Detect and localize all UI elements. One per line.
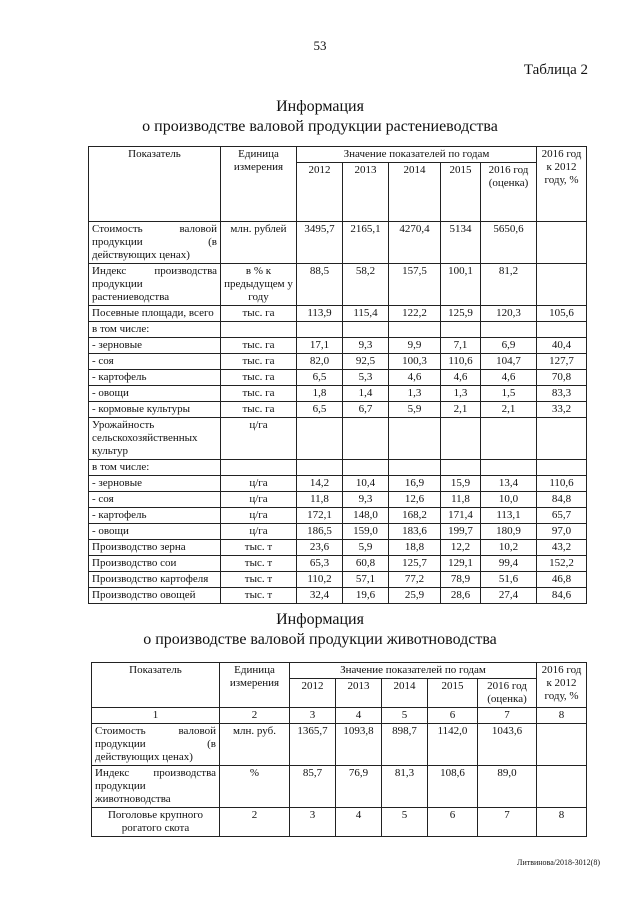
row-unit: ц/га: [221, 508, 297, 524]
row-value: 115,4: [343, 306, 389, 322]
table-row: [89, 556, 587, 572]
row-value: 100,3: [389, 354, 441, 370]
row-value: 104,7: [481, 354, 537, 370]
row-value: 76,9: [336, 766, 382, 808]
row-value: [537, 322, 587, 338]
page-number: 53: [313, 38, 327, 53]
row-value: [537, 264, 587, 306]
crop-production-table: [88, 146, 587, 604]
row-value: 40,4: [537, 338, 587, 354]
column-number: 5: [382, 708, 428, 724]
row-value: 4: [336, 808, 382, 837]
row-value: 65,3: [297, 556, 343, 572]
table-row: [89, 322, 587, 338]
row-value: 6,9: [481, 338, 537, 354]
row-label: - соя: [89, 492, 221, 508]
header-year: 2015: [428, 679, 478, 708]
table-row: [89, 508, 587, 524]
row-value: 10,0: [481, 492, 537, 508]
row-value: 9,3: [343, 492, 389, 508]
row-label: Индекс производства продукции животноводства: [92, 766, 220, 808]
header-indicator: Показатель: [92, 663, 220, 708]
row-value: 12,2: [441, 540, 481, 556]
row-value: 18,8: [389, 540, 441, 556]
column-number: 6: [428, 708, 478, 724]
row-unit: ц/га: [221, 476, 297, 492]
row-value: [389, 322, 441, 338]
row-value: 6: [428, 808, 478, 837]
row-value: 152,2: [537, 556, 587, 572]
row-value: 15,9: [441, 476, 481, 492]
row-unit: ц/га: [221, 418, 297, 460]
table-row: [92, 724, 587, 766]
header-indicator: Показатель: [89, 147, 221, 222]
header-year: 2012: [297, 163, 343, 222]
row-value: 5,9: [389, 402, 441, 418]
title-line-1: Информация: [276, 611, 364, 628]
row-unit: тыс. га: [221, 354, 297, 370]
row-value: [481, 460, 537, 476]
row-value: 81,2: [481, 264, 537, 306]
header-row: [89, 147, 587, 163]
row-value: 3495,7: [297, 222, 343, 264]
table-label: Таблица 2: [523, 62, 588, 78]
table-row: [89, 492, 587, 508]
table-row: [89, 306, 587, 322]
row-value: 17,1: [297, 338, 343, 354]
header-year: 2016 год (оценка): [481, 163, 537, 222]
row-value: 10,4: [343, 476, 389, 492]
row-value: 125,7: [389, 556, 441, 572]
row-value: 199,7: [441, 524, 481, 540]
row-label: Индекс производства продукции растениеводства: [89, 264, 221, 306]
row-value: 11,8: [297, 492, 343, 508]
row-value: 113,9: [297, 306, 343, 322]
table-row: [89, 418, 587, 460]
column-number: 4: [336, 708, 382, 724]
row-value: 1043,6: [478, 724, 537, 766]
row-unit: тыс. га: [221, 306, 297, 322]
row-value: 168,2: [389, 508, 441, 524]
row-value: [537, 460, 587, 476]
row-value: 5650,6: [481, 222, 537, 264]
row-label: в том числе:: [89, 460, 221, 476]
row-value: 110,6: [537, 476, 587, 492]
row-value: [537, 724, 587, 766]
row-value: 65,7: [537, 508, 587, 524]
row-unit: [221, 460, 297, 476]
column-number: 7: [478, 708, 537, 724]
row-value: 148,0: [343, 508, 389, 524]
row-value: 171,4: [441, 508, 481, 524]
row-unit: тыс. га: [221, 338, 297, 354]
row-label: Производство сои: [89, 556, 221, 572]
row-value: [389, 460, 441, 476]
document-footer: Литвинова/2018-3012(8): [517, 858, 600, 867]
table-row: [89, 354, 587, 370]
row-value: 1,3: [441, 386, 481, 402]
row-value: 120,3: [481, 306, 537, 322]
row-value: 6,5: [297, 402, 343, 418]
livestock-table-title: [0, 610, 640, 650]
row-unit: млн. рублей: [221, 222, 297, 264]
row-value: 2,1: [441, 402, 481, 418]
row-value: 1,8: [297, 386, 343, 402]
row-value: [537, 766, 587, 808]
row-value: 84,6: [537, 588, 587, 604]
row-value: 51,6: [481, 572, 537, 588]
row-value: 1142,0: [428, 724, 478, 766]
row-value: [481, 322, 537, 338]
row-value: 1093,8: [336, 724, 382, 766]
column-number: 2: [220, 708, 290, 724]
row-unit: ц/га: [221, 524, 297, 540]
row-value: [297, 460, 343, 476]
row-unit: %: [220, 766, 290, 808]
row-value: 46,8: [537, 572, 587, 588]
row-value: 5: [382, 808, 428, 837]
row-value: 898,7: [382, 724, 428, 766]
row-value: 8: [537, 808, 587, 837]
row-unit: тыс. т: [221, 556, 297, 572]
row-value: 19,6: [343, 588, 389, 604]
table-row: [89, 338, 587, 354]
row-value: [343, 460, 389, 476]
table-row: [89, 572, 587, 588]
row-value: 100,1: [441, 264, 481, 306]
table-row: [89, 524, 587, 540]
table-row: [89, 540, 587, 556]
table-row: [89, 370, 587, 386]
row-value: 77,2: [389, 572, 441, 588]
column-number: 1: [92, 708, 220, 724]
row-value: 1365,7: [290, 724, 336, 766]
crop-table-title: [0, 97, 640, 137]
header-row: [92, 663, 587, 679]
header-year: 2014: [389, 163, 441, 222]
row-value: 81,3: [382, 766, 428, 808]
row-value: [481, 418, 537, 460]
table-row: [89, 264, 587, 306]
column-numbers-row: [92, 708, 587, 724]
header-unit: Единица измерения: [221, 147, 297, 222]
row-label: Посевные площади, всего: [89, 306, 221, 322]
row-value: [297, 322, 343, 338]
header-year: 2013: [343, 163, 389, 222]
row-value: 83,3: [537, 386, 587, 402]
row-value: 84,8: [537, 492, 587, 508]
row-value: 129,1: [441, 556, 481, 572]
row-value: 89,0: [478, 766, 537, 808]
column-number: 8: [537, 708, 587, 724]
row-value: 159,0: [343, 524, 389, 540]
row-value: 110,2: [297, 572, 343, 588]
row-value: 60,8: [343, 556, 389, 572]
row-label: Производство зерна: [89, 540, 221, 556]
row-value: 5,3: [343, 370, 389, 386]
row-unit: тыс. т: [221, 540, 297, 556]
row-value: 85,7: [290, 766, 336, 808]
row-unit: в % к предыдущем у году: [221, 264, 297, 306]
row-label: - зерновые: [89, 338, 221, 354]
row-unit: тыс. га: [221, 402, 297, 418]
row-value: 110,6: [441, 354, 481, 370]
table-row: [92, 808, 587, 837]
livestock-table-body: [92, 708, 587, 837]
row-value: 78,9: [441, 572, 481, 588]
row-value: 172,1: [297, 508, 343, 524]
row-value: 92,5: [343, 354, 389, 370]
row-value: [441, 460, 481, 476]
row-value: 25,9: [389, 588, 441, 604]
header-values-group: Значение показателей по годам: [297, 147, 537, 163]
row-value: 122,2: [389, 306, 441, 322]
row-value: 7: [478, 808, 537, 837]
table-row: [89, 476, 587, 492]
table-row: [89, 588, 587, 604]
row-label: - овощи: [89, 524, 221, 540]
row-label: Производство картофеля: [89, 572, 221, 588]
row-value: 5,9: [343, 540, 389, 556]
header-year: 2014: [382, 679, 428, 708]
row-value: [441, 322, 481, 338]
row-value: 108,6: [428, 766, 478, 808]
row-label: Производство овощей: [89, 588, 221, 604]
row-value: 7,1: [441, 338, 481, 354]
row-value: 57,1: [343, 572, 389, 588]
title-line-2: о производстве валовой продукции растениеводства: [142, 118, 498, 135]
row-label: в том числе:: [89, 322, 221, 338]
row-value: 70,8: [537, 370, 587, 386]
row-value: 5134: [441, 222, 481, 264]
header-year: 2016 год (оценка): [478, 679, 537, 708]
row-value: 97,0: [537, 524, 587, 540]
table-row: [89, 402, 587, 418]
row-value: 32,4: [297, 588, 343, 604]
header-unit: Единица измерения: [220, 663, 290, 708]
row-unit: тыс. га: [221, 386, 297, 402]
row-value: 125,9: [441, 306, 481, 322]
row-value: 1,3: [389, 386, 441, 402]
row-value: [537, 418, 587, 460]
row-value: 1,4: [343, 386, 389, 402]
row-value: 10,2: [481, 540, 537, 556]
title-line-2: о производстве валовой продукции животноводства: [143, 631, 497, 648]
row-value: 6,5: [297, 370, 343, 386]
table-row: [92, 766, 587, 808]
row-value: 99,4: [481, 556, 537, 572]
row-value: 4,6: [441, 370, 481, 386]
row-label: - картофель: [89, 508, 221, 524]
row-value: [389, 418, 441, 460]
title-line-1: Информация: [276, 98, 364, 115]
row-label: Стоимость валовой продукции (в действующих ценах): [89, 222, 221, 264]
row-unit: [221, 322, 297, 338]
row-value: 9,9: [389, 338, 441, 354]
row-value: 186,5: [297, 524, 343, 540]
row-unit: тыс. га: [221, 370, 297, 386]
row-value: 6,7: [343, 402, 389, 418]
row-label: - кормовые культуры: [89, 402, 221, 418]
row-value: 14,2: [297, 476, 343, 492]
row-value: 2,1: [481, 402, 537, 418]
header-values-group: Значение показателей по годам: [290, 663, 537, 679]
row-value: 3: [290, 808, 336, 837]
row-value: 23,6: [297, 540, 343, 556]
livestock-production-table: [91, 662, 587, 837]
row-value: 180,9: [481, 524, 537, 540]
row-value: [441, 418, 481, 460]
row-unit: тыс. т: [221, 588, 297, 604]
row-value: 113,1: [481, 508, 537, 524]
row-value: 82,0: [297, 354, 343, 370]
row-value: 12,6: [389, 492, 441, 508]
row-label: Стоимость валовой продукции (в действующих ценах): [92, 724, 220, 766]
row-value: 2165,1: [343, 222, 389, 264]
row-label: Урожайность сельскохозяйственных культур: [89, 418, 221, 460]
row-label: Поголовье крупного рогатого скота: [92, 808, 220, 837]
row-value: 13,4: [481, 476, 537, 492]
row-value: 4270,4: [389, 222, 441, 264]
row-value: 27,4: [481, 588, 537, 604]
row-value: 4,6: [481, 370, 537, 386]
row-value: 9,3: [343, 338, 389, 354]
row-value: [537, 222, 587, 264]
row-value: 183,6: [389, 524, 441, 540]
row-value: 43,2: [537, 540, 587, 556]
row-value: 157,5: [389, 264, 441, 306]
table-row: [89, 222, 587, 264]
row-unit: ц/га: [221, 492, 297, 508]
row-value: 28,6: [441, 588, 481, 604]
row-value: 88,5: [297, 264, 343, 306]
row-label: - овощи: [89, 386, 221, 402]
row-value: 16,9: [389, 476, 441, 492]
table-row: [89, 460, 587, 476]
row-unit: млн. руб.: [220, 724, 290, 766]
row-value: 4,6: [389, 370, 441, 386]
row-value: 11,8: [441, 492, 481, 508]
row-value: 105,6: [537, 306, 587, 322]
row-value: [297, 418, 343, 460]
row-unit: тыс. т: [221, 572, 297, 588]
row-label: - картофель: [89, 370, 221, 386]
row-value: 58,2: [343, 264, 389, 306]
table-row: [89, 386, 587, 402]
row-value: [343, 418, 389, 460]
header-year: 2013: [336, 679, 382, 708]
row-value: 2: [220, 808, 290, 837]
row-value: 33,2: [537, 402, 587, 418]
crop-table-body: [89, 222, 587, 604]
row-label: - зерновые: [89, 476, 221, 492]
column-number: 3: [290, 708, 336, 724]
header-year: 2012: [290, 679, 336, 708]
row-label: - соя: [89, 354, 221, 370]
row-value: [343, 322, 389, 338]
header-year: 2015: [441, 163, 481, 222]
row-value: 127,7: [537, 354, 587, 370]
header-ratio: 2016 год к 2012 году, %: [537, 663, 587, 708]
row-value: 1,5: [481, 386, 537, 402]
header-ratio: 2016 год к 2012 году, %: [537, 147, 587, 222]
